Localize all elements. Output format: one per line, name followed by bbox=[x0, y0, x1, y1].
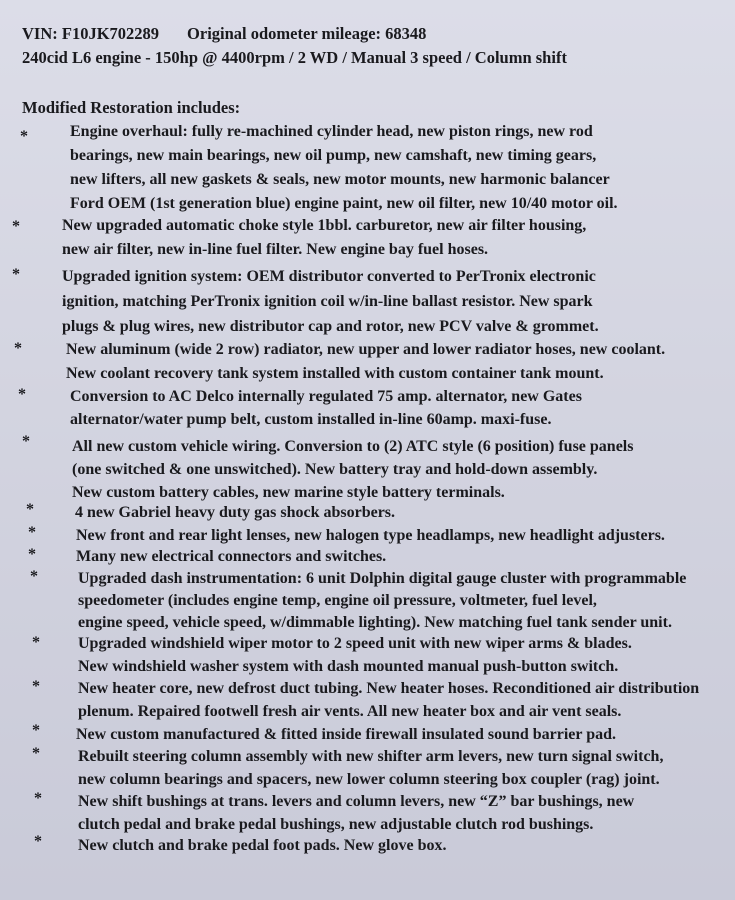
restoration-item bbox=[78, 632, 632, 678]
bullet-marker: * bbox=[20, 128, 28, 145]
bullet-marker: * bbox=[12, 266, 20, 283]
item-line: engine speed, vehicle speed, w/dimmable lighting). New matching fuel tank sender unit. bbox=[78, 614, 672, 631]
bullet-marker: * bbox=[32, 745, 40, 762]
bullet-marker: * bbox=[34, 790, 42, 807]
item-line: New front and rear light lenses, new halogen type headlamps, new headlight adjusters. bbox=[76, 527, 665, 544]
bullet-marker: * bbox=[18, 386, 26, 403]
restoration-item bbox=[75, 501, 395, 524]
bullet-marker: * bbox=[28, 546, 36, 563]
item-line: New aluminum (wide 2 row) radiator, new upper and lower radiator hoses, new coolant. bbox=[66, 341, 666, 358]
bullet-marker: * bbox=[22, 433, 30, 450]
item-line: Upgraded windshield wiper motor to 2 speed unit with new wiper arms & blades. bbox=[78, 635, 632, 652]
item-line: plenum. Repaired footwell fresh air vents. All new heater box and air vent seals. bbox=[78, 703, 622, 720]
bullet-marker: * bbox=[28, 524, 36, 541]
item-line: (one switched & one unswitched). New battery tray and hold-down assembly. bbox=[72, 461, 598, 478]
bullet-marker: * bbox=[32, 678, 40, 695]
restoration-item bbox=[66, 338, 665, 386]
bullet-marker: * bbox=[34, 833, 42, 850]
bullet-marker: * bbox=[26, 501, 34, 518]
item-line: new lifters, all new gaskets & seals, new motor mounts, new harmonic balancer bbox=[70, 171, 610, 188]
item-line: Engine overhaul: fully re-machined cylinder head, new piston rings, new rod bbox=[70, 123, 593, 140]
restoration-item bbox=[78, 677, 699, 723]
item-line: bearings, new main bearings, new oil pump, new camshaft, new timing gears, bbox=[70, 147, 597, 164]
bullet-marker: * bbox=[32, 722, 40, 739]
section-title: Modified Restoration includes: bbox=[22, 98, 241, 117]
bullet-marker: * bbox=[14, 340, 22, 357]
item-line: All new custom vehicle wiring. Conversion to (2) ATC style (6 position) fuse panels bbox=[72, 438, 634, 455]
vin-line bbox=[22, 22, 567, 46]
item-line: new air filter, new in-line fuel filter. New engine bay fuel hoses. bbox=[62, 241, 489, 258]
restoration-item bbox=[76, 723, 616, 746]
item-line: speedometer (includes engine temp, engine oil pressure, voltmeter, fuel level, bbox=[78, 592, 597, 609]
restoration-item bbox=[78, 745, 663, 791]
bullet-marker: * bbox=[30, 568, 38, 585]
restoration-item bbox=[72, 435, 633, 504]
bullet-marker: * bbox=[32, 634, 40, 651]
vehicle-header bbox=[22, 22, 567, 70]
item-line: Rebuilt steering column assembly with new shifter arm levers, new turn signal switch, bbox=[78, 748, 664, 765]
restoration-item bbox=[78, 834, 446, 857]
restoration-item bbox=[76, 545, 386, 568]
item-line: Many new electrical connectors and switches. bbox=[76, 548, 387, 565]
odometer-text: Original odometer mileage: 68348 bbox=[187, 24, 427, 43]
item-line: Upgraded ignition system: OEM distributor converted to PerTronix electronic bbox=[62, 268, 596, 285]
item-line: plugs & plug wires, new distributor cap and rotor, new PCV valve & grommet. bbox=[62, 318, 599, 335]
item-line: New custom battery cables, new marine style battery terminals. bbox=[72, 484, 505, 501]
item-line: New heater core, new defrost duct tubing. New heater hoses. Reconditioned air distribution bbox=[78, 680, 700, 697]
item-line: new column bearings and spacers, new lower column steering box coupler (rag) joint. bbox=[78, 771, 660, 788]
item-line: Ford OEM (1st generation blue) engine paint, new oil filter, new 10/40 motor oil. bbox=[70, 195, 618, 212]
item-line: 4 new Gabriel heavy duty gas shock absorbers. bbox=[75, 504, 396, 521]
item-line: New clutch and brake pedal foot pads. New glove box. bbox=[78, 837, 447, 854]
restoration-item bbox=[62, 264, 599, 339]
item-line: Conversion to AC Delco internally regulated 75 amp. alternator, new Gates bbox=[70, 388, 582, 405]
restoration-item bbox=[70, 120, 618, 216]
restoration-item bbox=[78, 790, 634, 836]
item-line: clutch pedal and brake pedal bushings, new adjustable clutch rod bushings. bbox=[78, 816, 594, 833]
item-line: alternator/water pump belt, custom installed in-line 60amp. maxi-fuse. bbox=[70, 411, 552, 428]
item-line: New custom manufactured & fitted inside firewall insulated sound barrier pad. bbox=[76, 726, 617, 743]
item-line: ignition, matching PerTronix ignition coil w/in-line ballast resistor. New spark bbox=[62, 293, 593, 310]
item-line: New shift bushings at trans. levers and column levers, new “Z” bar bushings, new bbox=[78, 793, 635, 810]
restoration-item bbox=[70, 385, 582, 431]
vin-text: VIN: F10JK702289 bbox=[22, 24, 160, 43]
item-line: New windshield washer system with dash mounted manual push-button switch. bbox=[78, 658, 619, 675]
restoration-item bbox=[62, 214, 586, 262]
engine-spec-line: 240cid L6 engine - 150hp @ 4400rpm / 2 WD / Manual 3 speed / Column shift bbox=[22, 48, 567, 67]
bullet-marker: * bbox=[12, 218, 20, 235]
item-line: New upgraded automatic choke style 1bbl. carburetor, new air filter housing, bbox=[62, 217, 587, 234]
restoration-item bbox=[76, 524, 665, 547]
item-line: Upgraded dash instrumentation: 6 unit Dolphin digital gauge cluster with programmable bbox=[78, 570, 687, 587]
restoration-item bbox=[78, 568, 686, 634]
item-line: New coolant recovery tank system installed with custom container tank mount. bbox=[66, 365, 604, 382]
